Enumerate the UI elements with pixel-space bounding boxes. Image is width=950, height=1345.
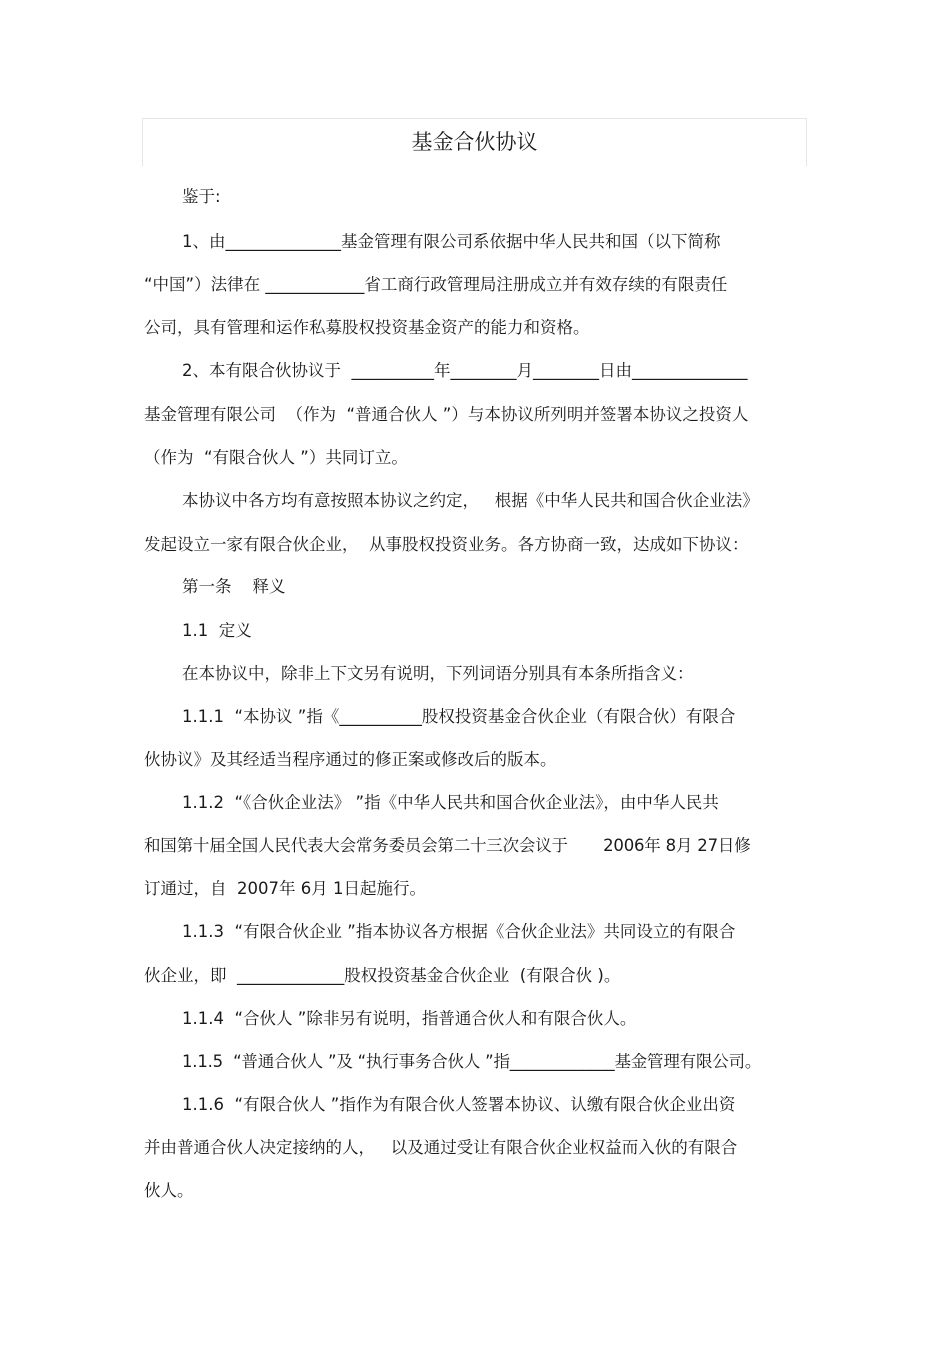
paragraph-line: 公司，具有管理和运作私募股权投资基金资产的能力和资格。 [144, 318, 590, 337]
paragraph-line: 发起设立一家有限合伙企业， 从事股权投资业务。各方协商一致，达成如下协议： [144, 535, 749, 554]
paragraph-line: 1、由______________基金管理有限公司系依据中华人民共和国（以下简称 [182, 232, 721, 251]
title-box [142, 118, 807, 166]
paragraph-line: 在本协议中，除非上下文另有说明，下列词语分别具有本条所指含义： [182, 664, 694, 683]
paragraph-line: 本协议中各方均有意按照本协议之约定， 根据《中华人民共和国合伙企业法》 [182, 491, 759, 510]
paragraph-line: “中国”）法律在 ____________省工商行政管理局注册成立并有效存续的有限责任 [144, 275, 728, 294]
paragraph-line: 基金管理有限公司 （作为 “普通合伙人 ”）与本协议所列明并签署本协议之投资人 [144, 405, 749, 424]
paragraph-line: 伙协议》及其经适当程序通过的修正案或修改后的版本。 [144, 750, 557, 769]
paragraph-line: （作为 “有限合伙人 ”）共同订立。 [144, 448, 408, 467]
definition-line: 1.1.3 “有限合伙企业 ”指本协议各方根据《合伙企业法》共同设立的有限合 [182, 922, 736, 941]
paragraph-line: 伙人。 [144, 1181, 194, 1200]
definition-line: 1.1.2 “《合伙企业法》 ”指《中华人民共和国合伙企业法》，由中华人民共 [182, 793, 719, 812]
definition-line: 1.1.5 “普通合伙人 ”及 “执行事务合伙人 ”指_____________基金管理有限公司。 [182, 1052, 762, 1071]
paragraph-line: 伙企业，即 _____________股权投资基金合伙企业 (有限合伙 )。 [144, 966, 621, 985]
paragraph-line: 鉴于: [182, 187, 221, 206]
paragraph-line: 2、本有限合伙协议于 __________年________月________日由______________ [182, 361, 748, 380]
paragraph-line: 订通过，自 2007年 6月 1日起施行。 [144, 879, 426, 898]
definition-line: 1.1.6 “有限合伙人 ”指作为有限合伙人签署本协议、认缴有限合伙企业出资 [182, 1095, 736, 1114]
paragraph-line: 和国第十届全国人民代表大会常务委员会第二十三次会议于 2006年 8月 27日修 [144, 836, 751, 855]
section-heading: 第一条 释义 [182, 577, 286, 596]
definition-line: 1.1.4 “合伙人 ”除非另有说明，指普通合伙人和有限合伙人。 [182, 1009, 637, 1028]
document-title: 基金合伙协议 [411, 130, 538, 154]
definition-line: 1.1.1 “本协议 ”指《__________股权投资基金合伙企业（有限合伙）有限合 [182, 707, 736, 726]
subsection-heading: 1.1 定义 [182, 621, 252, 640]
paragraph-line: 并由普通合伙人决定接纳的人， 以及通过受让有限合伙企业权益而入伙的有限合 [144, 1138, 738, 1157]
